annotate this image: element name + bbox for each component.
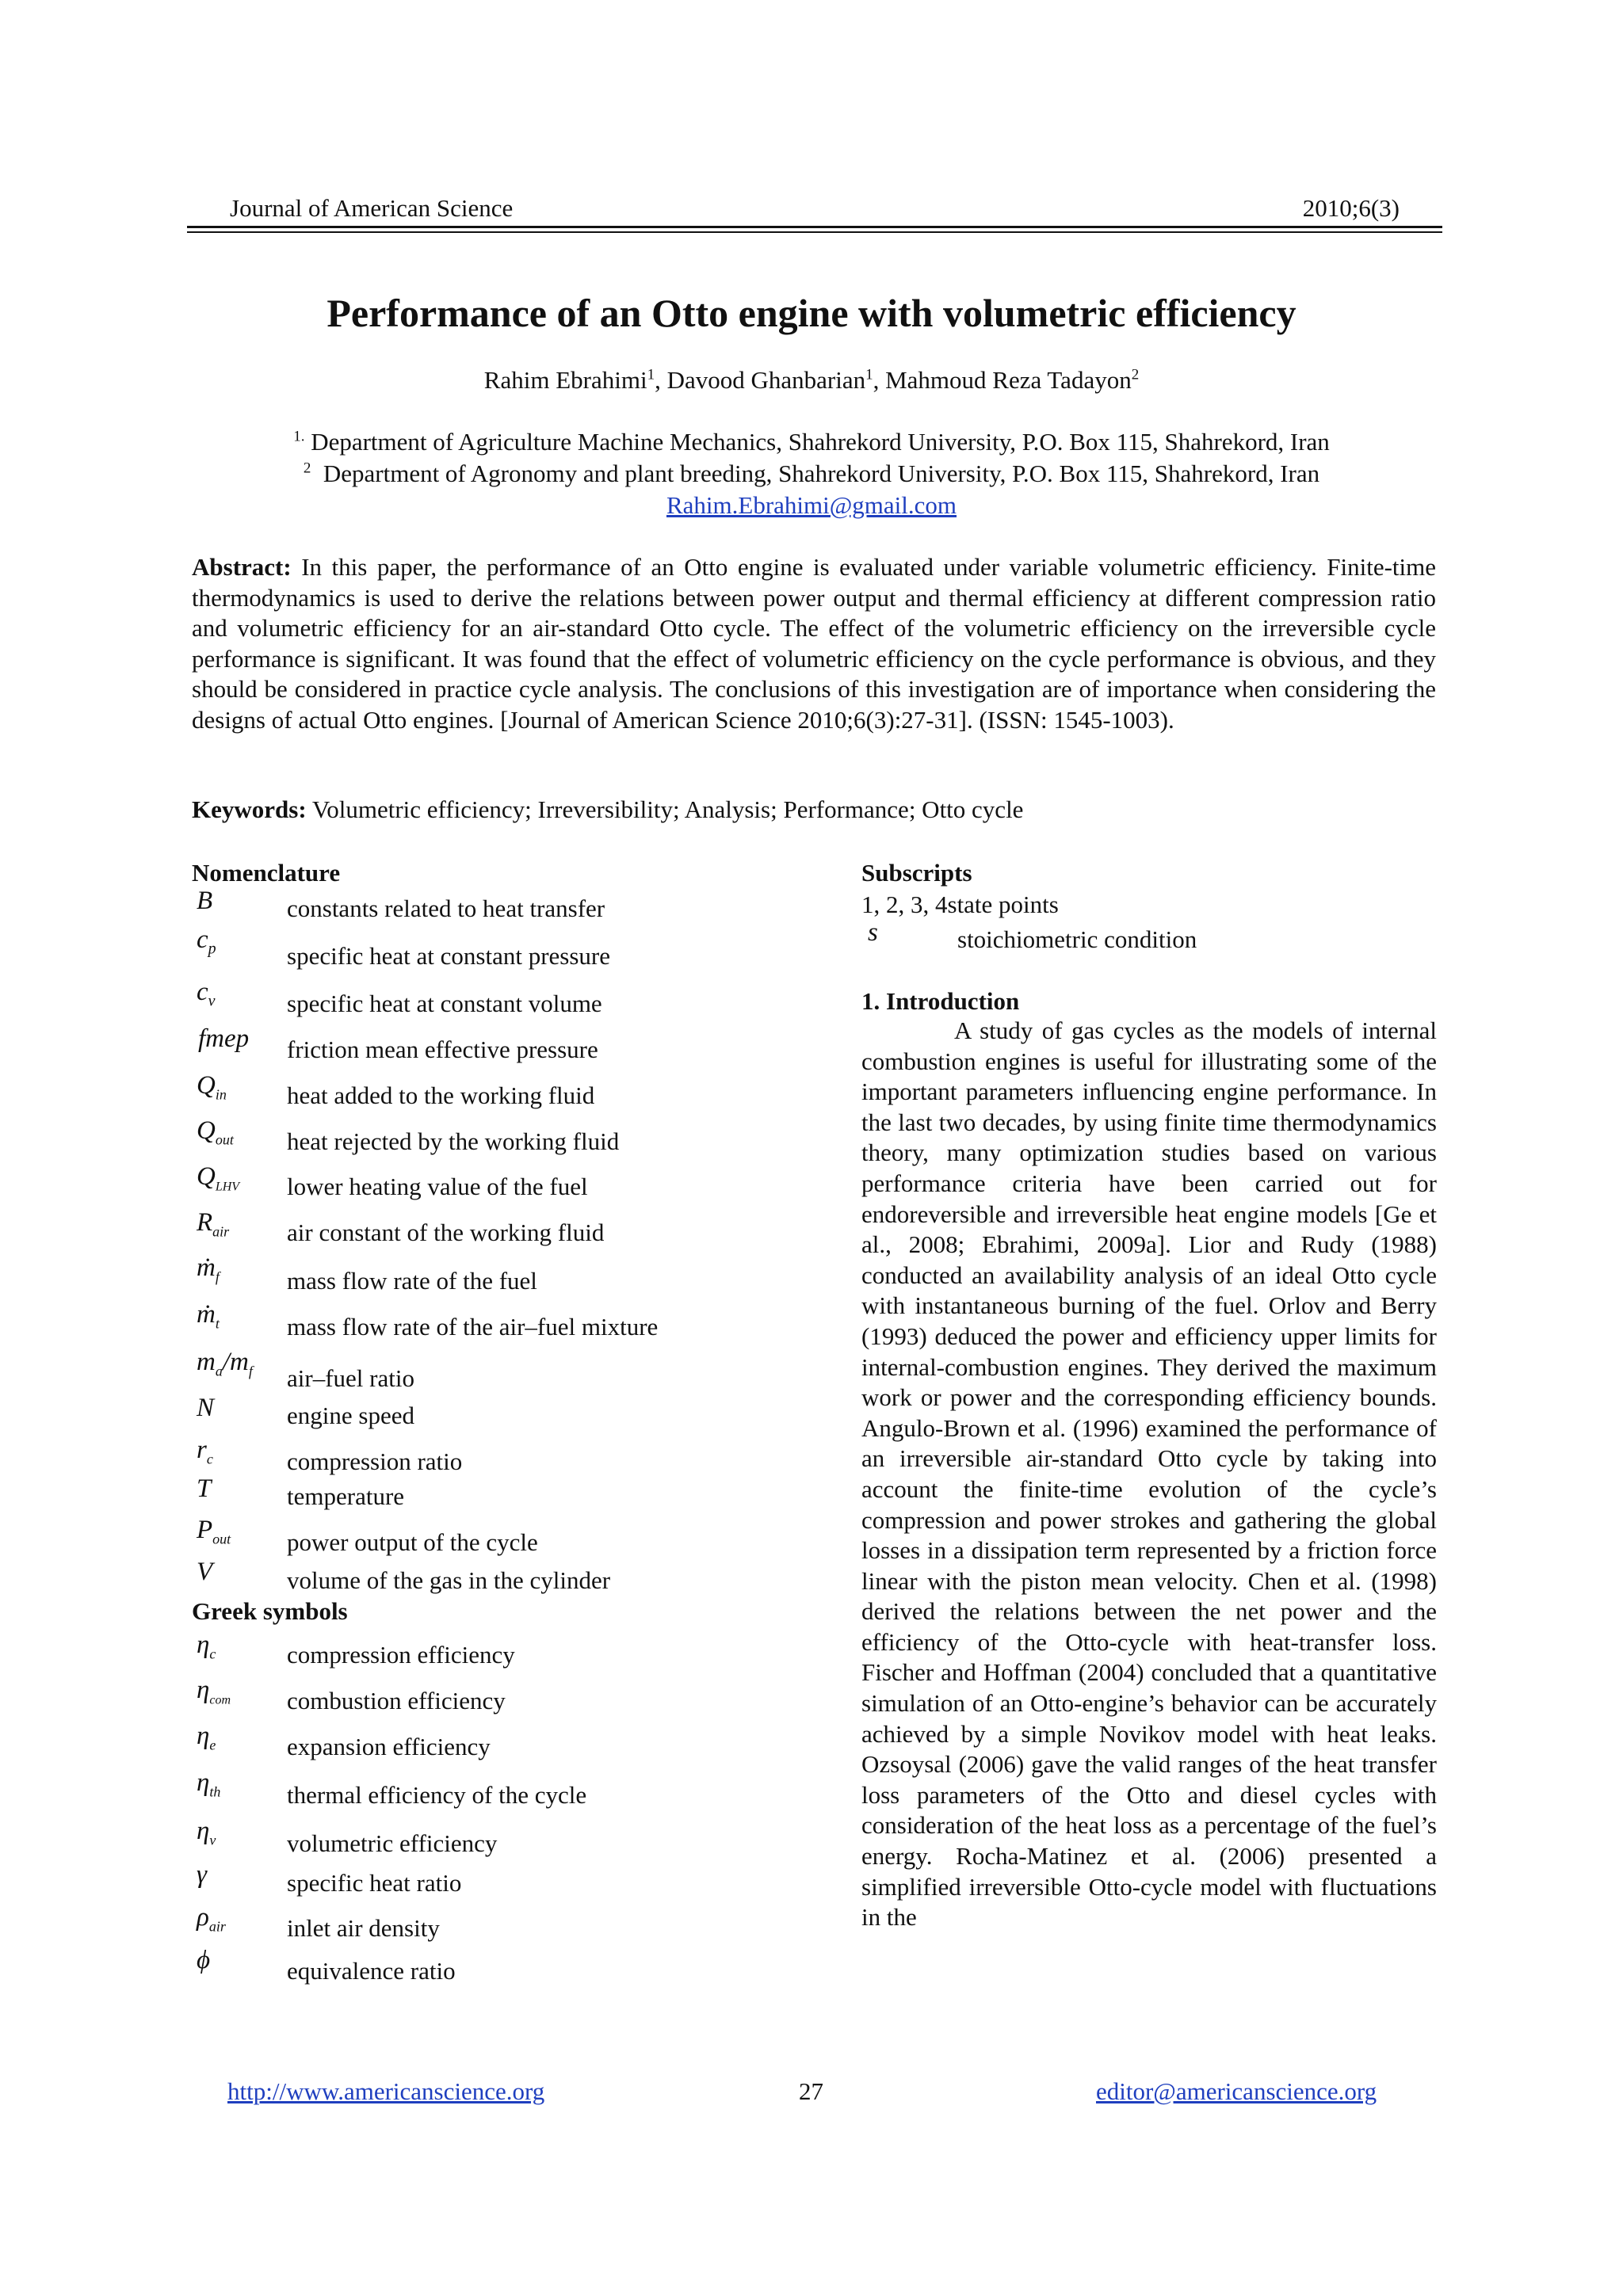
- author-list: Rahim Ebrahimi$^1$, Davood Ghanbarian$^1$, Mahmoud Reza Tadayon$^2$: [483, 366, 1140, 394]
- symbol-definition: air constant of the working fluid: [287, 1219, 605, 1246]
- symbol: V: [197, 1558, 213, 1586]
- symbol-definition: volume of the gas in the cylinder: [287, 1566, 611, 1594]
- keywords: [192, 795, 1436, 824]
- symbol-definition: temperature: [287, 1482, 405, 1510]
- symbol-definition: expansion efficiency: [287, 1733, 491, 1760]
- symbol: $Q_{out}$: [197, 1116, 234, 1148]
- keywords-text: Volumetric efficiency; Irreversibility; Analysis; Performance; Otto cycle: [311, 795, 1024, 823]
- author-name: Davood Ghanbarian: [666, 366, 866, 394]
- symbol-definition: mass flow rate of the fuel: [287, 1267, 537, 1295]
- symbol: $\eta_{com}$: [197, 1676, 231, 1707]
- author-email-link[interactable]: Rahim.Ebrahimi@gmail.com: [666, 491, 957, 519]
- symbol-definition: combustion efficiency: [287, 1687, 506, 1714]
- symbol: $c_p$: [197, 925, 216, 958]
- author-name: Mahmoud Reza Tadayon: [885, 366, 1132, 394]
- symbol-definition: compression ratio: [287, 1447, 463, 1475]
- symbol-definition: inlet air density: [287, 1914, 440, 1942]
- symbol-definition: specific heat at constant volume: [287, 990, 602, 1017]
- subscript-definition: stoichiometric condition: [957, 925, 1197, 953]
- symbol-definition: power output of the cycle: [287, 1528, 538, 1556]
- affiliation-2: $^2$ Department of Agronomy and plant breeding, Shahrekord University, P.O. Box 115, Shahrekord, Iran: [303, 460, 1320, 487]
- page-number: 27: [799, 2077, 823, 2105]
- symbol: $\eta_e$: [197, 1722, 216, 1753]
- nomenclature-heading: Nomenclature: [192, 859, 341, 887]
- symbol: N: [197, 1394, 215, 1422]
- symbol-definition: lower heating value of the fuel: [287, 1173, 588, 1200]
- symbol-definition: constants related to heat transfer: [287, 894, 605, 922]
- greek-symbols-heading: Greek symbols: [192, 1597, 348, 1625]
- paper-title: Performance of an Otto engine with volumetric efficiency: [327, 291, 1296, 335]
- subscript-symbol: s: [868, 918, 878, 947]
- symbol: ṁ$_t$: [197, 1300, 220, 1332]
- abstract: [192, 552, 1436, 736]
- symbol: $\eta_c$: [197, 1630, 216, 1662]
- symbol: ϕ: [197, 1946, 211, 1974]
- author-mark: 2: [1131, 366, 1140, 383]
- journal-website-link[interactable]: http://www.americanscience.org: [227, 2077, 545, 2105]
- symbol: γ: [197, 1860, 208, 1889]
- header-rule-secondary: [187, 231, 1442, 233]
- symbol-definition: thermal efficiency of the cycle: [287, 1781, 587, 1809]
- symbol: $\eta_{th}$: [197, 1768, 221, 1800]
- symbol: $c_v$: [197, 978, 216, 1010]
- author-mark: 1: [865, 366, 873, 383]
- symbol: fmep: [198, 1024, 250, 1053]
- symbol: $\eta_v$: [197, 1817, 216, 1848]
- abstract-label: Abstract:: [192, 553, 292, 581]
- section-heading-introduction: 1. Introduction: [861, 987, 1020, 1015]
- symbol-definition: heat rejected by the working fluid: [287, 1127, 620, 1155]
- author-mark: 1: [647, 366, 655, 383]
- symbol: $Q_{in}$: [197, 1071, 227, 1103]
- subscript-row: 1, 2, 3, 4state points: [861, 891, 1059, 918]
- header-rule: [187, 226, 1442, 228]
- editor-email-link[interactable]: editor@americanscience.org: [1096, 2077, 1377, 2105]
- symbol: $\rho_{air}$: [197, 1903, 226, 1935]
- symbol: T: [197, 1474, 212, 1503]
- symbol-definition: air–fuel ratio: [287, 1364, 414, 1392]
- symbol-definition: specific heat ratio: [287, 1869, 462, 1897]
- abstract-text: In this paper, the performance of an Otto engine is evaluated under variable volumetric efficiency. Finite-time thermodynamics is used to derive the relations between power output and thermal efficiency at different compression ratio and volumetric efficiency for an air-standard Otto cycle. The effect of the volumetric efficiency on the irreversible cycle performance is significant. It was found that the effect of volumetric efficiency on the cycle performance is obvious, and they should be considered in practice cycle analysis. The conclusions of this investigation are of importance when considering the designs of actual Otto engines. [Journal of American Science 2010;6(3):27-31]. (ISSN: 1545-1003).: [192, 553, 1437, 734]
- symbol: $P_{out}$: [197, 1516, 231, 1547]
- symbol-definition: compression efficiency: [287, 1641, 515, 1669]
- journal-issue: 2010;6(3): [1302, 194, 1400, 222]
- introduction-text: A study of gas cycles as the models of internal combustion engines is useful for illustrating some of the important parameters influencing engine performance. In the last two decades, by using finite time thermodynamics theory, many optimization studies based on various performance criteria have been carried out for endoreversible and irreversible heat engine models [Ge et al., 2008; Ebrahimi, 2009a]. Lior and Rudy (1988) conducted an availability analysis of an ideal Otto cycle with instantaneous burning of the fuel. Orlov and Berry (1993) deduced the power and efficiency upper limits for internal-combustion engines. They derived the maximum work or power and the corresponding efficiency bounds. Angulo-Brown et al. (1996) examined the performance of an irreversible air-standard Otto cycle by taking into account the finite-time evolution of the cycle’s compression and power strokes and gathering the global losses in a dissipation term represented by a friction force linear with the piston mean velocity. Chen et al. (1998) derived the relations between the net power and the efficiency of the Otto-cycle with heat-transfer loss. Fischer and Hoffman (2004) concluded that a quantitative simulation of an Otto-engine’s behavior can be accurately achieved by a simple Novikov model with heat leaks. Ozsoysal (2006) gave the valid ranges of the heat transfer loss parameters of the Otto and diesel cycles with consideration of the heat loss as a percentage of the fuel’s energy. Rocha-Matinez et al. (2006) presented a simplified irreversible Otto-cycle model with fluctuations in the: [861, 1016, 1437, 1932]
- symbol: $m_a/m_f$: [197, 1348, 253, 1379]
- symbol-definition: heat added to the working fluid: [287, 1081, 595, 1109]
- symbol: $r_c$: [197, 1436, 213, 1467]
- symbol-definition: specific heat at constant pressure: [287, 942, 610, 970]
- symbol-definition: volumetric efficiency: [287, 1829, 498, 1857]
- subscripts-heading: Subscripts: [861, 859, 972, 887]
- symbol: $Q_{LHV}$: [197, 1162, 240, 1194]
- symbol-definition: engine speed: [287, 1402, 414, 1429]
- author-name: Rahim Ebrahimi: [483, 366, 647, 394]
- affiliation-1: $^{1.}$ Department of Agriculture Machine Mechanics, Shahrekord University, P.O. Box 115, Shahrekord, Iran: [293, 428, 1330, 456]
- symbol: $R_{air}$: [197, 1208, 230, 1240]
- symbol: ṁ$_f$: [197, 1253, 220, 1285]
- symbol: B: [197, 887, 213, 915]
- symbol-definition: friction mean effective pressure: [287, 1035, 598, 1063]
- journal-name: Journal of American Science: [230, 194, 514, 222]
- keywords-label: Keywords:: [192, 795, 307, 823]
- symbol-definition: equivalence ratio: [287, 1957, 456, 1985]
- symbol-definition: mass flow rate of the air–fuel mixture: [287, 1313, 659, 1341]
